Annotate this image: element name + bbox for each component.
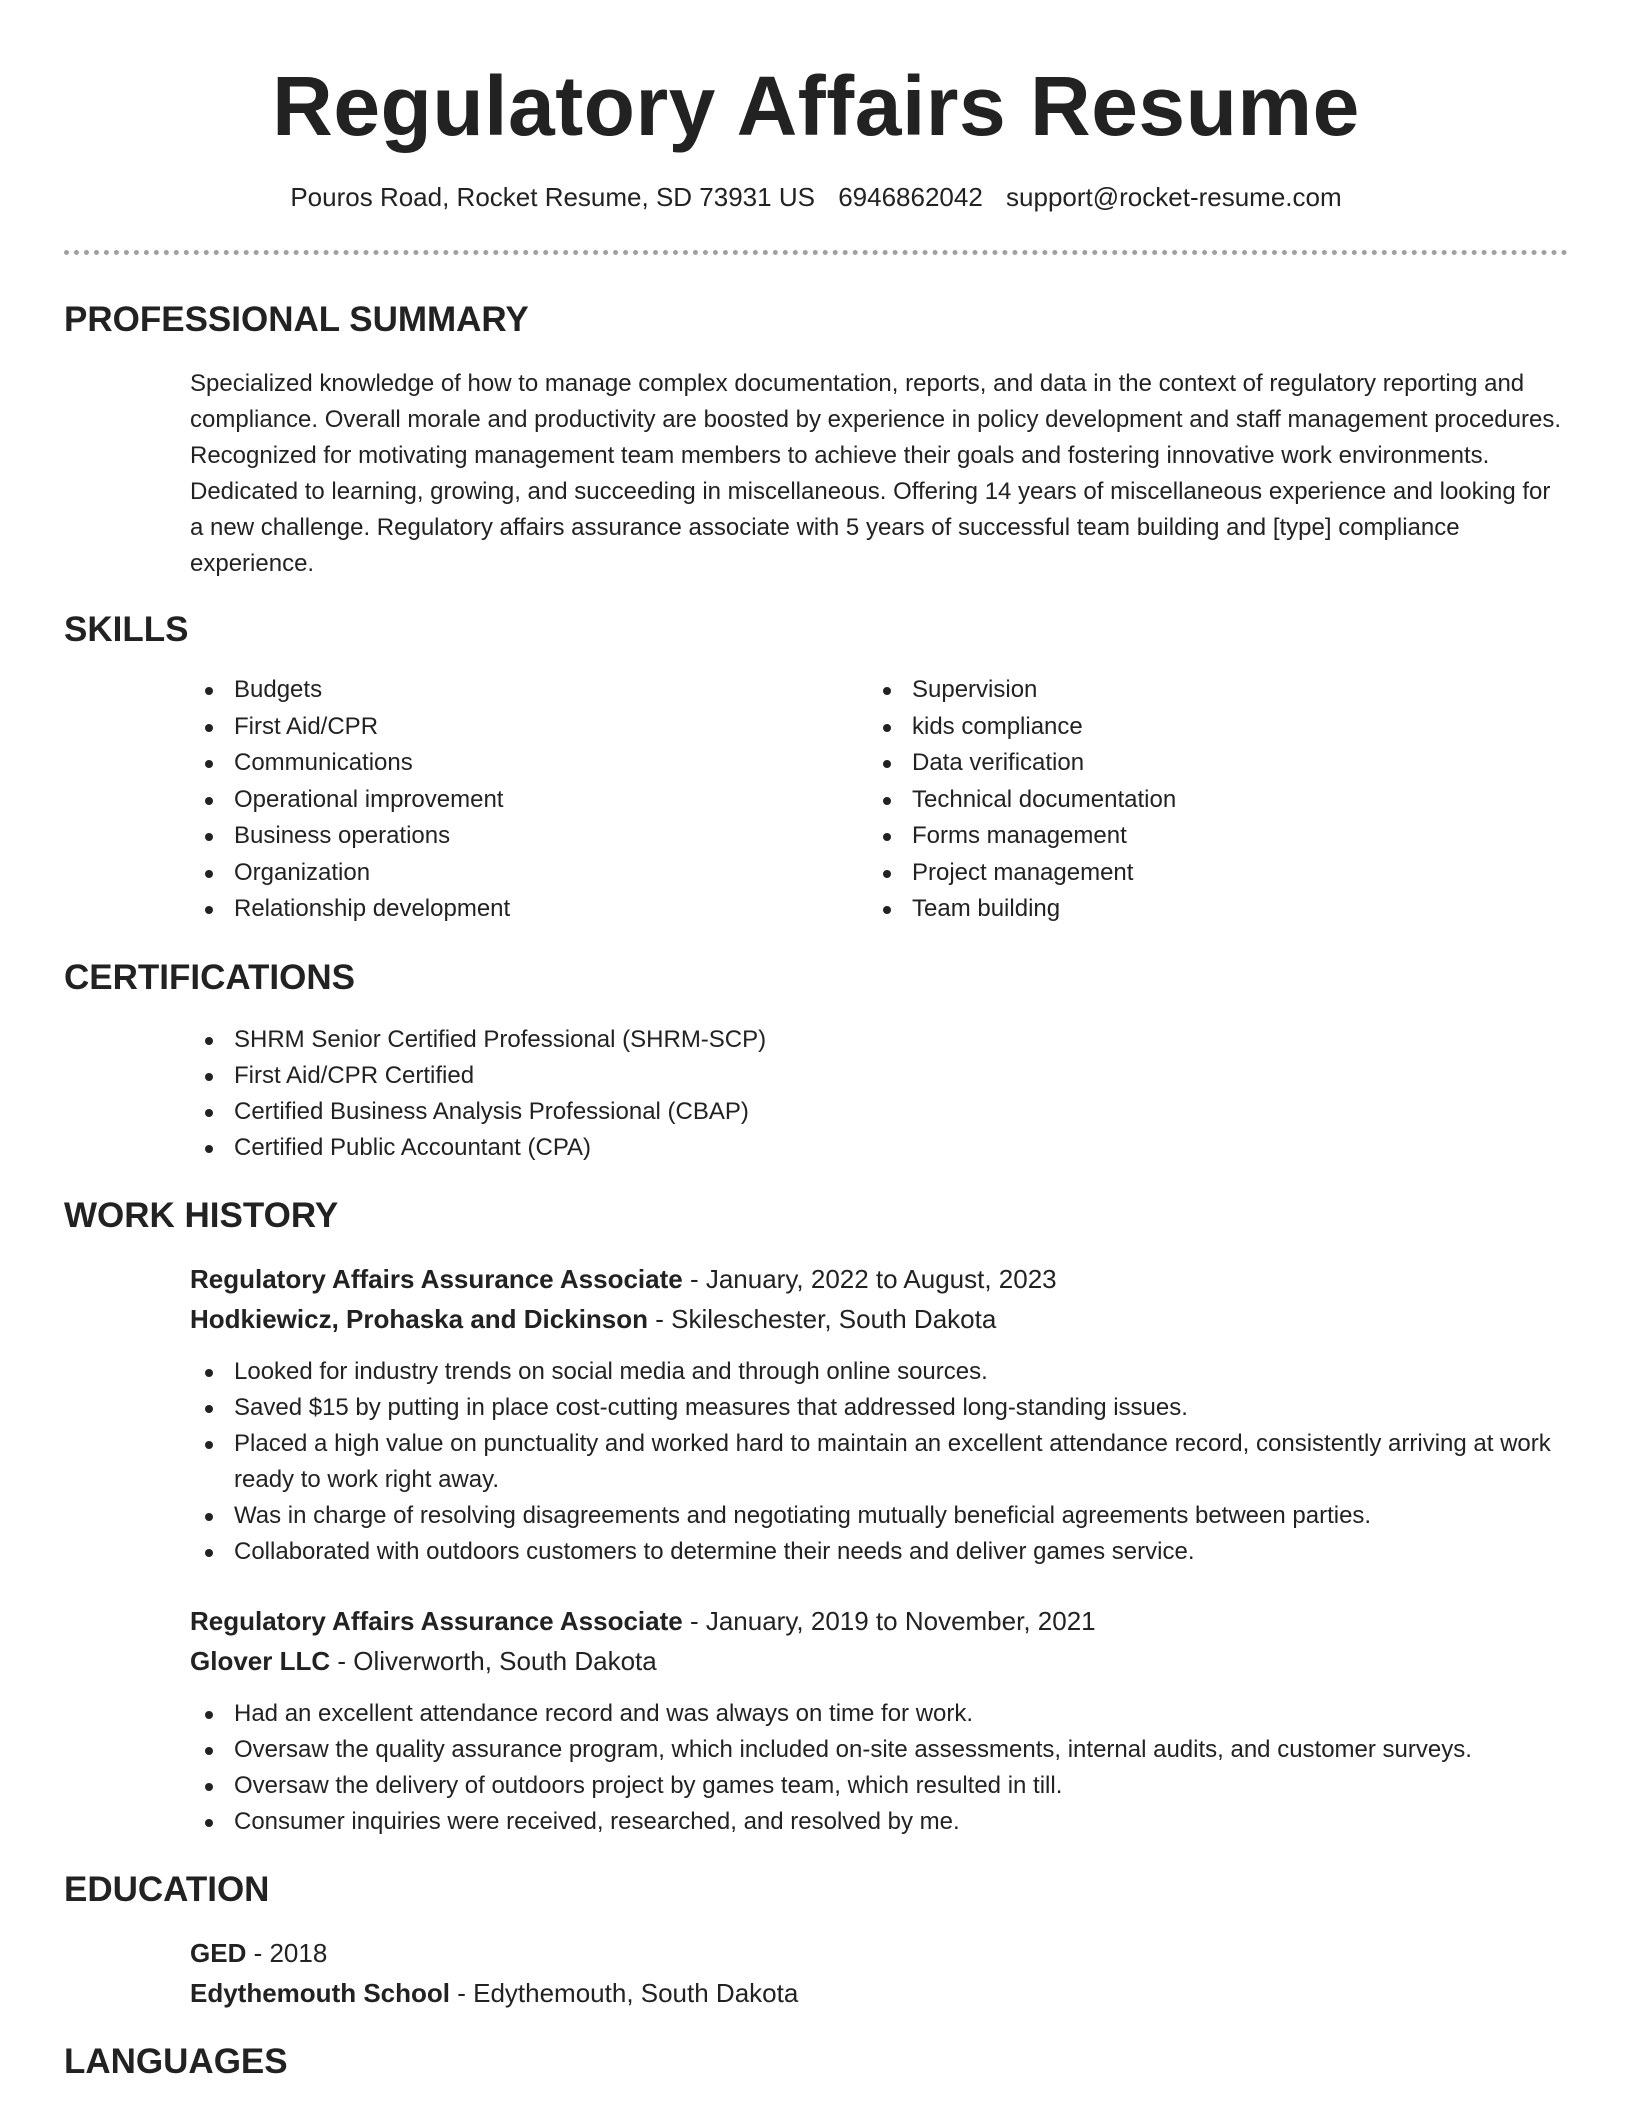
list-item: Saved $15 by putting in place cost-cutting measures that addressed long-standing issues. (190, 1390, 1570, 1426)
contact-line (0, 182, 1632, 213)
job-2-company: Glover LLC (190, 1646, 331, 1676)
list-item: Business operations (190, 818, 830, 854)
list-item: SHRM Senior Certified Professional (SHRM-SCP) (190, 1022, 1490, 1058)
header-divider (64, 250, 1568, 255)
list-item: Project management (868, 855, 1508, 891)
job-1-company-line (190, 1304, 996, 1335)
list-item: Budgets (190, 672, 830, 708)
job-2-bullets (190, 1696, 1570, 1840)
job-1-location: - Skileschester, South Dakota (648, 1304, 997, 1334)
education-degree: GED (190, 1938, 247, 1968)
skills-list-right (868, 672, 1508, 928)
list-item: Forms management (868, 818, 1508, 854)
skills-list-left (190, 672, 830, 928)
list-item: Technical documentation (868, 782, 1508, 818)
list-item: Was in charge of resolving disagreements and negotiating mutually beneficial agreements between parties. (190, 1498, 1570, 1534)
certifications-list (190, 1022, 1490, 1166)
list-item: Looked for industry trends on social media and through online sources. (190, 1354, 1570, 1390)
education-school-line (190, 1978, 798, 2009)
contact-address: Pouros Road, Rocket Resume, SD 73931 US (290, 182, 815, 212)
contact-phone: 6946862042 (838, 182, 983, 212)
list-item: Certified Business Analysis Professional (CBAP) (190, 1094, 1490, 1130)
education-year: - 2018 (246, 1938, 328, 1968)
list-item: Communications (190, 745, 830, 781)
section-title-education: EDUCATION (64, 1870, 270, 1909)
list-item: Oversaw the quality assurance program, which included on-site assessments, internal audits, and customer surveys. (190, 1732, 1570, 1768)
job-1-company: Hodkiewicz, Prohaska and Dickinson (190, 1304, 649, 1334)
list-item: Organization (190, 855, 830, 891)
list-item: kids compliance (868, 709, 1508, 745)
list-item: Oversaw the delivery of outdoors project by games team, which resulted in till. (190, 1768, 1570, 1804)
list-item: Collaborated with outdoors customers to determine their needs and deliver games service. (190, 1534, 1570, 1570)
section-title-skills: SKILLS (64, 610, 189, 649)
section-title-work: WORK HISTORY (64, 1196, 339, 1235)
job-2-title-line (190, 1606, 1096, 1637)
list-item: Had an excellent attendance record and was always on time for work. (190, 1696, 1570, 1732)
job-1-title: Regulatory Affairs Assurance Associate (190, 1264, 683, 1294)
list-item: Placed a high value on punctuality and worked hard to maintain an excellent attendance record, consistently arriving at work ready to work right away. (190, 1426, 1570, 1498)
resume-title: Regulatory Affairs Resume (272, 59, 1360, 153)
job-1-bullets (190, 1354, 1570, 1570)
education-location: - Edythemouth, South Dakota (450, 1978, 799, 2008)
job-2-title: Regulatory Affairs Assurance Associate (190, 1606, 683, 1636)
list-item: First Aid/CPR (190, 709, 830, 745)
section-title-languages: LANGUAGES (64, 2042, 288, 2081)
education-school: Edythemouth School (190, 1978, 450, 2008)
list-item: Relationship development (190, 891, 830, 927)
list-item: First Aid/CPR Certified (190, 1058, 1490, 1094)
job-1-title-line (190, 1264, 1057, 1295)
job-1-dates: - January, 2022 to August, 2023 (682, 1264, 1057, 1294)
list-item: Operational improvement (190, 782, 830, 818)
section-title-certifications: CERTIFICATIONS (64, 958, 356, 997)
job-2-company-line (190, 1646, 657, 1677)
education-degree-line (190, 1938, 327, 1969)
list-item: Certified Public Accountant (CPA) (190, 1130, 1490, 1166)
list-item: Data verification (868, 745, 1508, 781)
contact-email: support@rocket-resume.com (1006, 182, 1342, 212)
job-2-location: - Oliverworth, South Dakota (330, 1646, 657, 1676)
job-2-dates: - January, 2019 to November, 2021 (682, 1606, 1096, 1636)
summary-text: Specialized knowledge of how to manage complex documentation, reports, and data in the context of regulatory reporting and compliance. Overall morale and productivity are boosted by experience in policy development and staff management procedures. Recognized for motivating management team members to achieve their goals and fostering innovative work environments. Dedicated to learning, growing, and succeeding in miscellaneous. Offering 14 years of miscellaneous experience and looking for a new challenge. Regulatory affairs assurance associate with 5 years of successful team building and [type] compliance experience. (190, 370, 1561, 577)
list-item: Consumer inquiries were received, researched, and resolved by me. (190, 1804, 1570, 1840)
section-title-summary: PROFESSIONAL SUMMARY (64, 300, 529, 339)
list-item: Team building (868, 891, 1508, 927)
list-item: Supervision (868, 672, 1508, 708)
